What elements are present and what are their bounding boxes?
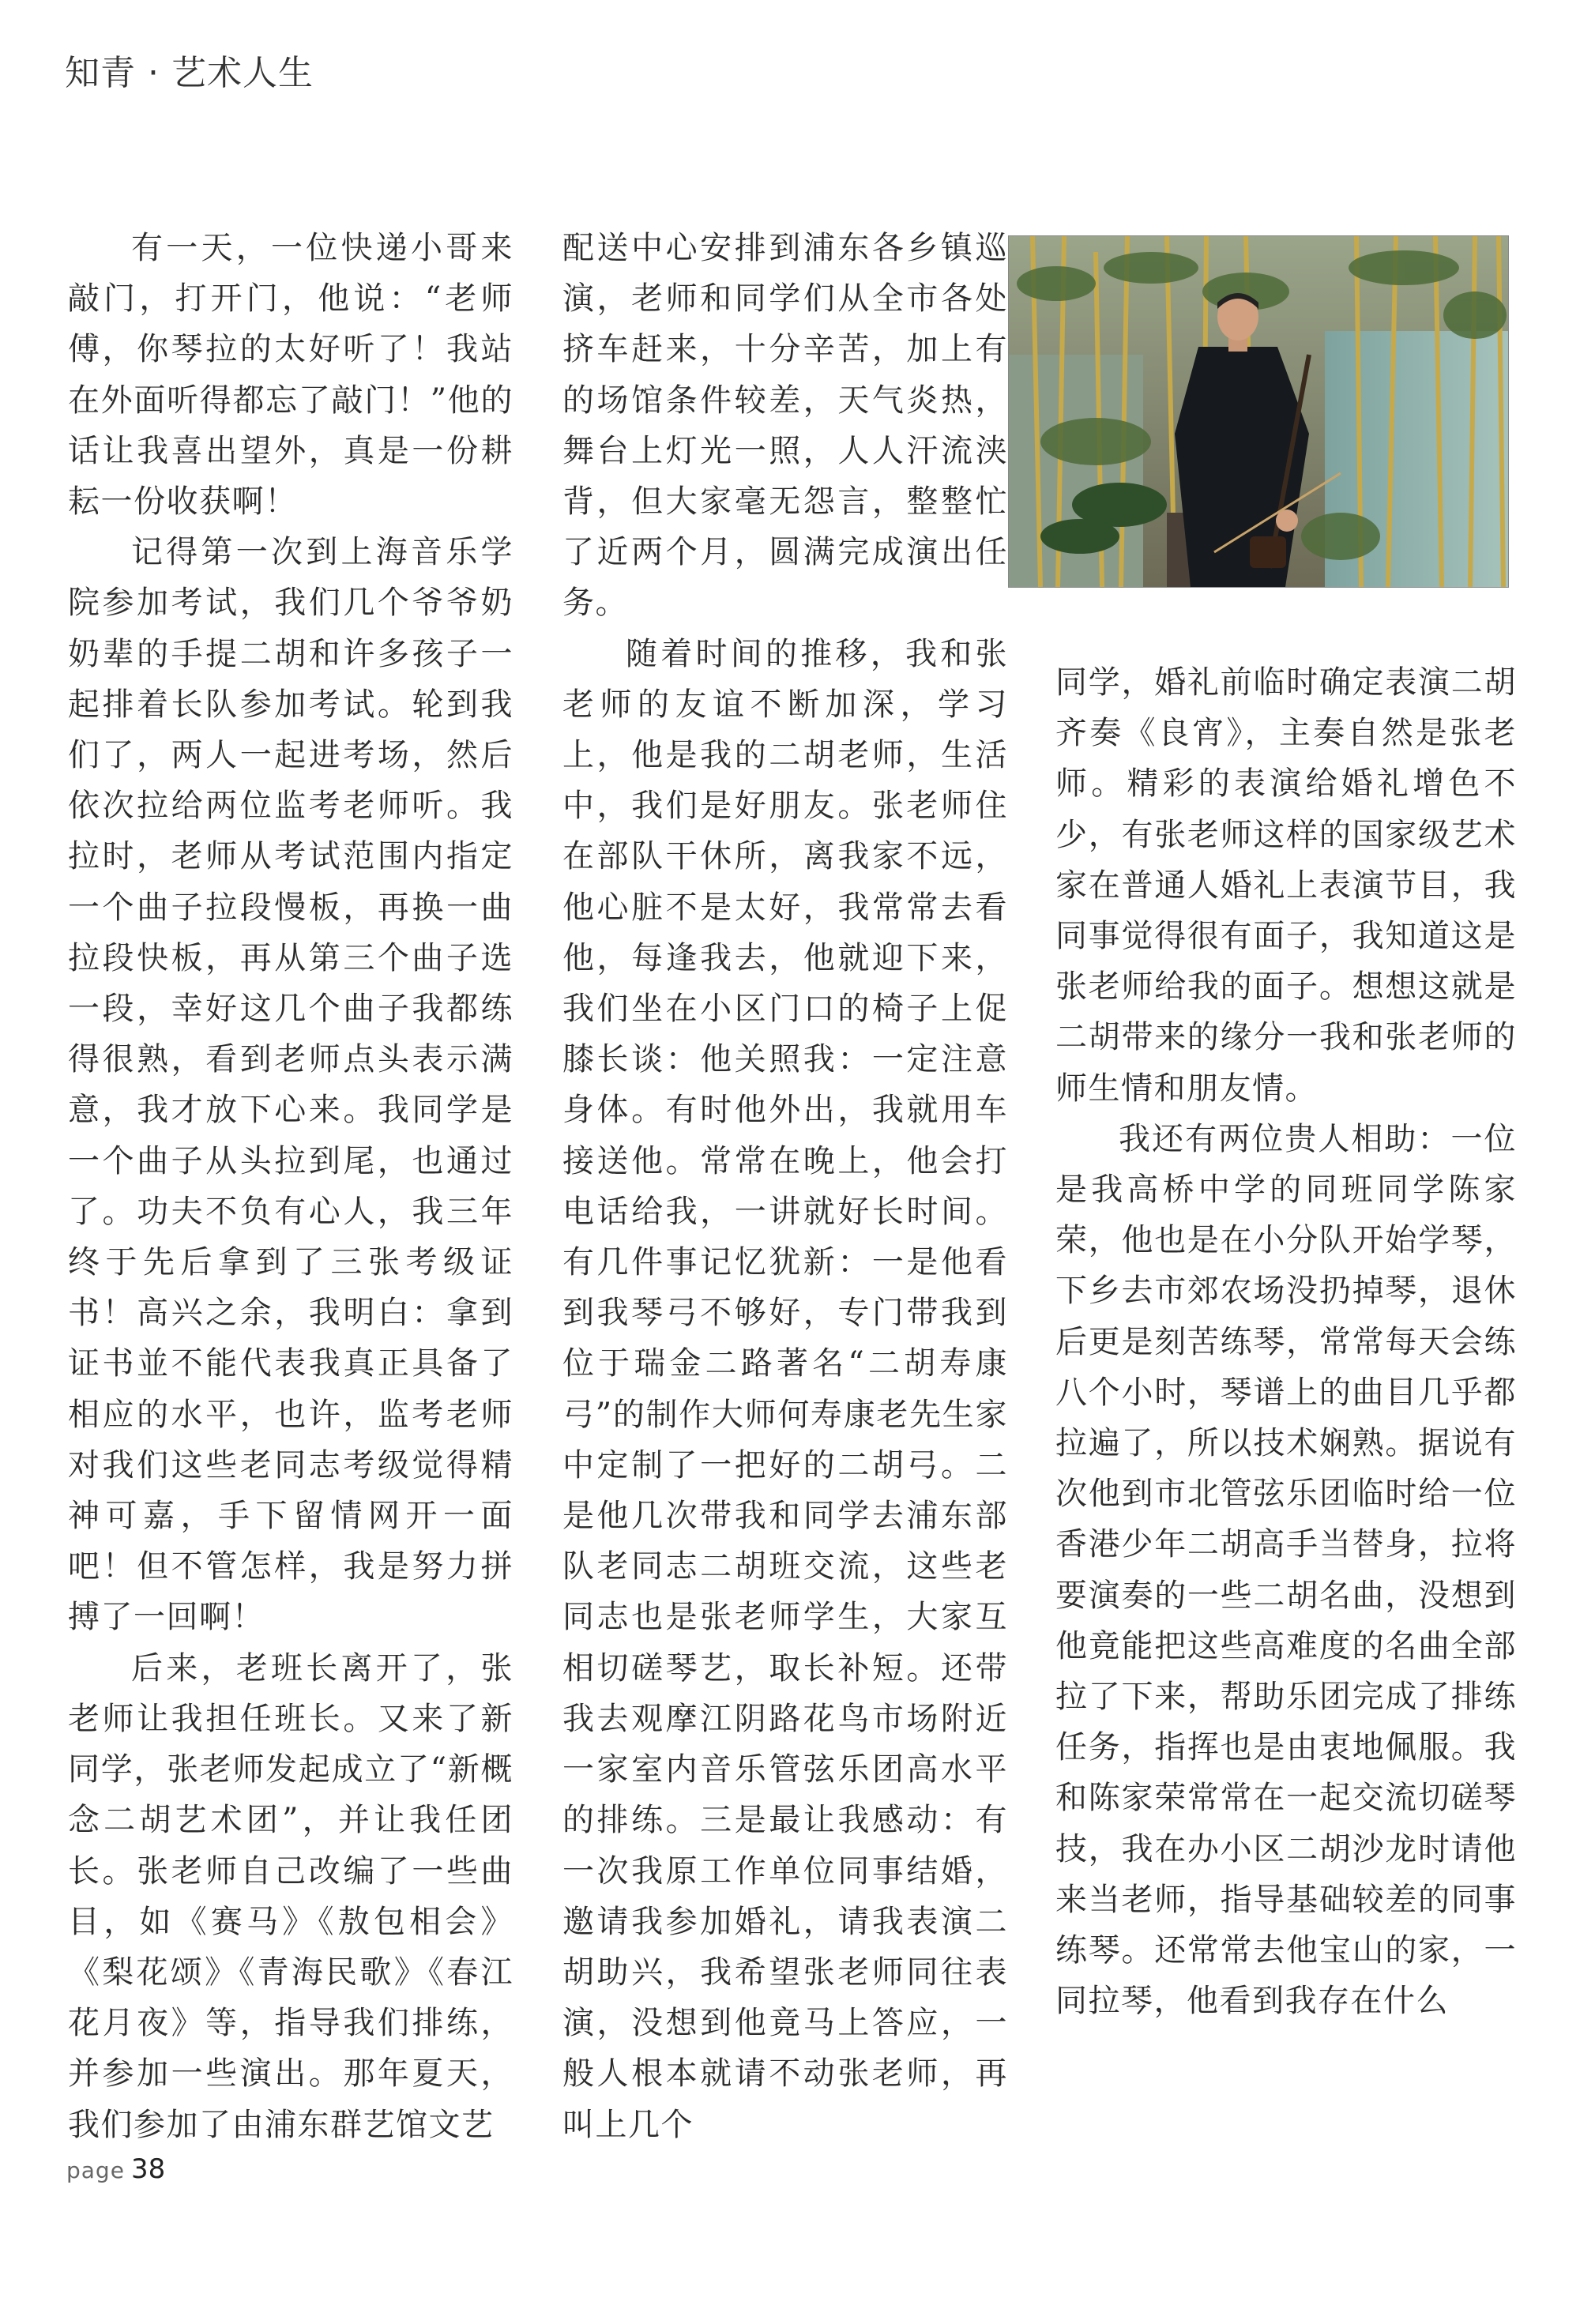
text-column-1 [68, 223, 514, 2150]
paragraph: 我还有两位贵人相助：一位是我高桥中学的同班同学陈家荣，他也是在小分队开始学琴，下乡去市郊农场没扔掉琴，退休后更是刻苦练琴，常常每天会练八个小时，琴谱上的曲目几乎都拉遍了，所以技术娴熟。据说有次他到市北管弦乐团临时给一位香港少年二胡高手当替身，拉将要演奏的一些二胡名曲，没想到他竟能把这些高难度的名曲全部拉了下来，帮助乐团完成了排练任务，指挥也是由衷地佩服。我和陈家荣常常在一起交流切磋琴技，我在办小区二胡沙龙时请他来当老师，指导基础较差的同事练琴。还常常去他宝山的家，一同拉琴，他看到我存在什么 [1055, 1120, 1517, 2020]
section-header: 知青 · 艺术人生 [65, 53, 314, 93]
paragraph: 后来，老班长离开了，张老师让我担任班长。又来了新同学，张老师发起成立了“新概念二胡艺术团”，并让我任团长。张老师自己改编了一些曲目，如《赛马》《敖包相会》《梨花颂》《青海民歌》《春江花月夜》等，指导我们排练，并参加一些演出。那年夏天，我们参加了由浦东群艺馆文艺 [68, 1649, 514, 2143]
erhu-player-photo [1008, 235, 1509, 588]
paragraph: 记得第一次到上海音乐学院参加考试，我们几个爷爷奶奶辈的手提二胡和许多孩子一起排着长队参加考试。轮到我们了，两人一起进考场，然后依次拉给两位监考老师听。我拉时，老师从考试范围内指定一个曲子拉段慢板，再换一曲拉段快板，再从第三个曲子选一段，幸好这几个曲子我都练得很熟，看到老师点头表示满意，我才放下心来。我同学是一个曲子从头拉到尾，也通过了。功夫不负有心人，我三年终于先后拿到了三张考级证书！高兴之余，我明白：拿到证书並不能代表我真正具备了相应的水平，也许，监考老师对我们这些老同志考级觉得精神可嘉，手下留情网开一面吧！但不管怎样，我是努力拼搏了一回啊！ [68, 534, 514, 1636]
text-column-2 [562, 223, 1008, 2150]
paragraph: 有一天，一位快递小哥来敲门，打开门，他说：“老师傅，你琴拉的太好听了！我站在外面听得都忘了敲门！”他的话让我喜出望外，真是一份耕耘一份收获啊！ [68, 230, 514, 521]
page-label: page [66, 2157, 125, 2183]
page-footer [66, 2153, 165, 2185]
paragraph-continued: 同学，婚礼前临时确定表演二胡齐奏《良宵》，主奏自然是张老师。精彩的表演给婚礼增色不少，有张老师这样的国家级艺术家在普通人婚礼上表演节目，我同事觉得很有面子，我知道这是张老师给我的面子。想想这就是二胡带来的缘分一我和张老师的师生情和朋友情。 [1055, 664, 1517, 1107]
paragraph-continued: 配送中心安排到浦东各乡镇巡演，老师和同学们从全市各处挤车赶来，十分辛苦，加上有的场馆条件较差，天气炎热，舞台上灯光一照，人人汗流浃背，但大家毫无怨言，整整忙了近两个月，圆满完成演出任务。 [562, 230, 1008, 622]
photo-illustration [1009, 236, 1508, 587]
text-column-3 [1055, 657, 1517, 2026]
paragraph: 随着时间的推移，我和张老师的友谊不断加深，学习上，他是我的二胡老师，生活中，我们是好朋友。张老师住在部队干休所，离我家不远，他心脏不是太好，我常常去看他，每逢我去，他就迎下来，我们坐在小区门口的椅子上促膝长谈：他关照我：一定注意身体。有时他外出，我就用车接送他。常常在晚上，他会打电话给我，一讲就好长时间。有几件事记忆犹新：一是他看到我琴弓不够好，专门带我到位于瑞金二路著名“二胡寿康弓”的制作大师何寿康老先生家中定制了一把好的二胡弓。二是他几次带我和同学去浦东部队老同志二胡班交流，这些老同志也是张老师学生，大家互相切磋琴艺，取长补短。还带我去观摩江阴路花鸟市场附近一家室内音乐管弦乐团高水平的排练。三是最让我感动：有一次我原工作单位同事结婚，邀请我参加婚礼，请我表演二胡助兴，我希望张老师同往表演，没想到他竟马上答应，一般人根本就请不动张老师，再叫上几个 [562, 635, 1008, 2143]
page-number: 38 [130, 2153, 166, 2185]
